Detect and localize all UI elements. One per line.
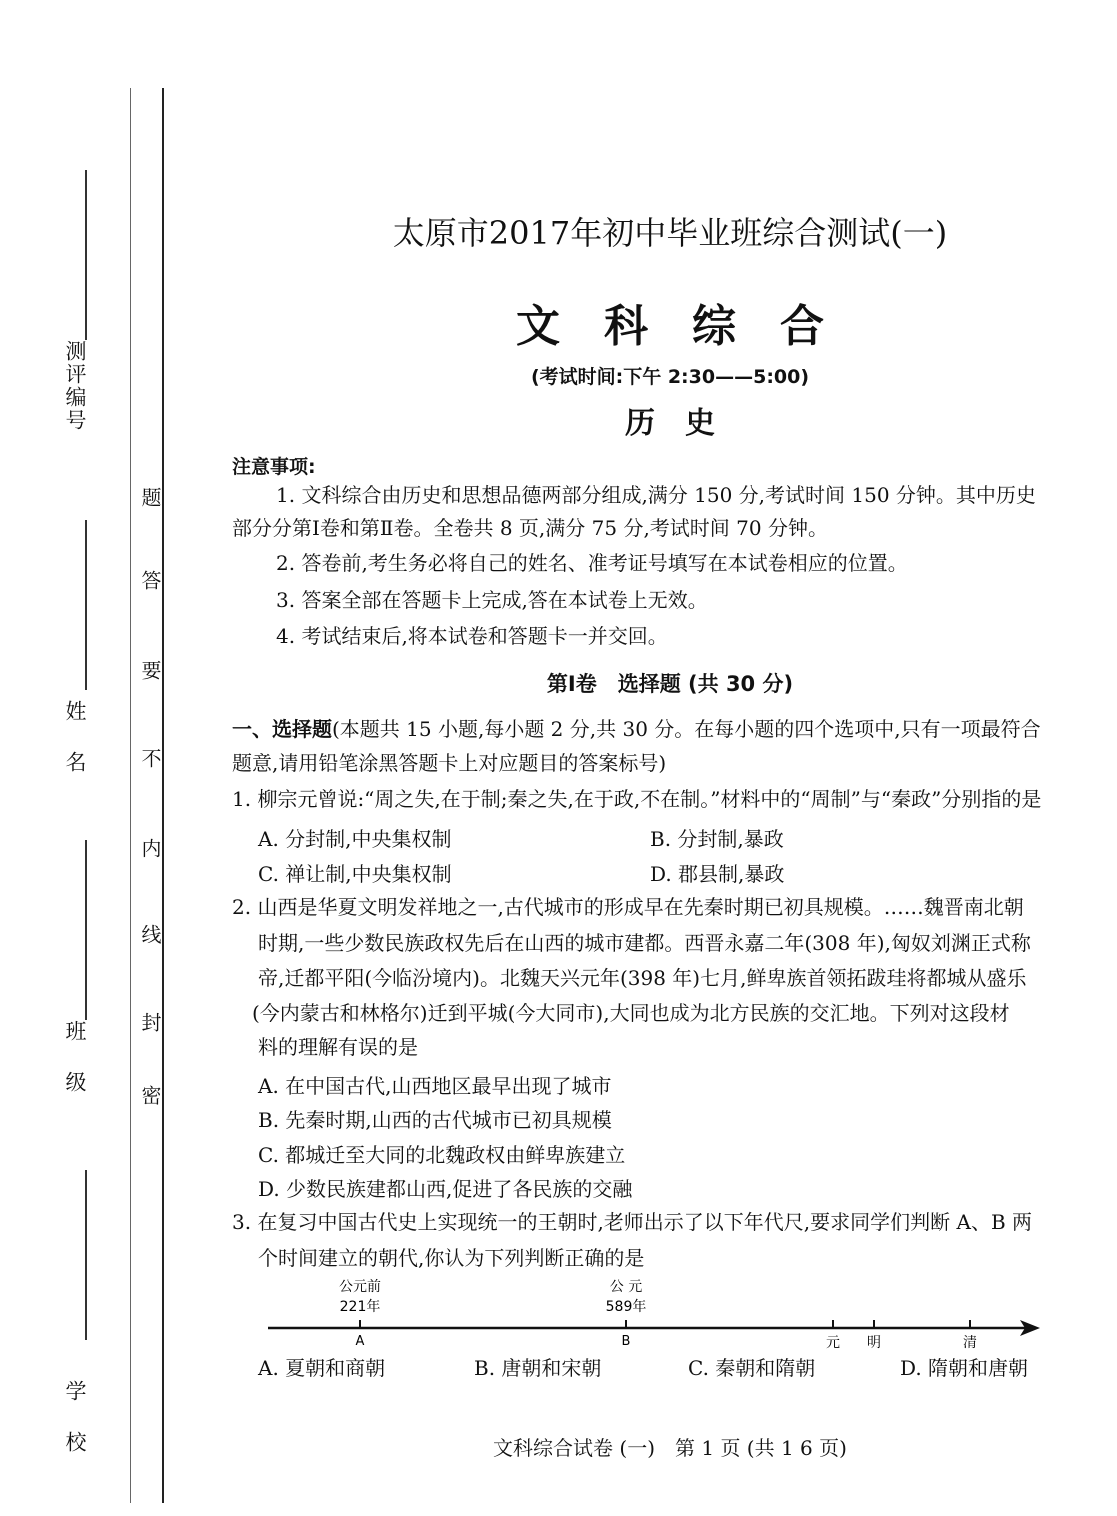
timeline-b-label: B (621, 1334, 631, 1349)
q2-option-a: A. 在中国古代,山西地区最早出现了城市 (258, 1074, 612, 1098)
review-no-underline (85, 170, 87, 340)
seal-char: 要 (138, 660, 162, 680)
q1-option-a: A. 分封制,中央集权制 (258, 827, 452, 851)
timeline-b-year: 589年 (605, 1299, 647, 1315)
timeline-a-label: A (355, 1334, 365, 1349)
q2-option-c: C. 都城迁至大同的北魏政权由鲜卑族建立 (258, 1143, 626, 1167)
notice-item-2: 2. 答卷前,考生务必将自己的姓名、准考证号填写在本试卷相应的位置。 (276, 551, 908, 575)
notice-item-4: 4. 考试结束后,将本试卷和答题卡一并交回。 (276, 624, 668, 648)
section-instruction-line-1 (232, 714, 1041, 744)
section-title: 第Ⅰ卷 选择题 (共 30 分) (546, 672, 794, 696)
q1-stem: 1. 柳宗元曾说:“周之失,在于制;秦之失,在于政,不在制。”材料中的“周制”与“秦政”分别指的是 (232, 787, 1042, 811)
timeline-qing: 清 (963, 1335, 977, 1351)
notice-item-1-line-1: 1. 文科综合由历史和思想品德两部分组成,满分 150 分,考试时间 150 分钟。其中历史 (276, 483, 1036, 507)
timeline-a-year: 221年 (339, 1299, 381, 1315)
q3-option-d: D. 隋朝和唐朝 (900, 1356, 1029, 1380)
section-instruction-text: (本题共 15 小题,每小题 2 分,共 30 分。在每小题的四个选项中,只有一项最符合 (332, 717, 1041, 741)
binding-outer-line (162, 88, 164, 1503)
seal-char: 答 (138, 570, 162, 590)
seal-char: 题 (138, 487, 162, 507)
q1-option-b: B. 分封制,暴政 (650, 827, 784, 851)
q3-line-1: 3. 在复习中国古代史上实现统一的王朝时,老师出示了以下年代尺,要求同学们判断 A、B 两 (232, 1210, 1033, 1234)
q3-option-b: B. 唐朝和宋朝 (474, 1356, 602, 1380)
notice-item-3: 3. 答案全部在答题卡上完成,答在本试卷上无效。 (276, 588, 708, 612)
q3-option-c: C. 秦朝和隋朝 (688, 1356, 816, 1380)
q1-option-d: D. 郡县制,暴政 (650, 862, 785, 886)
q2-line-4: (今内蒙古和林格尔)迁到平城(今大同市),大同也成为北方民族的交汇地。下列对这段材 (252, 1001, 1010, 1025)
timeline-a-top: 公元前 (339, 1279, 381, 1295)
class-underline (85, 840, 87, 1020)
subject-title: 文 科 综 合 (516, 301, 824, 352)
q1-option-c: C. 禅让制,中央集权制 (258, 862, 452, 886)
seal-char: 线 (138, 924, 162, 944)
page-footer: 文科综合试卷 (一) 第 1 页 (共 1 6 页) (493, 1436, 847, 1460)
review-no-label: 测评编号 (63, 340, 87, 432)
seal-char: 不 (138, 748, 162, 768)
q2-option-d: D. 少数民族建都山西,促进了各民族的交融 (258, 1177, 633, 1201)
section-instruction-line-2: 题意,请用铅笔涂黑答题卡上对应题目的答案标号) (232, 751, 667, 775)
notice-item-1-line-2: 部分分第Ⅰ卷和第Ⅱ卷。全卷共 8 页,满分 75 分,考试时间 70 分钟。 (232, 516, 828, 540)
school-label: 学校 (63, 1380, 87, 1482)
exam-title: 太原市2017年初中毕业班综合测试(一) (392, 214, 948, 252)
class-label: 班级 (63, 1020, 87, 1122)
q2-line-5: 料的理解有误的是 (258, 1035, 418, 1059)
seal-char: 密 (138, 1085, 162, 1105)
q2-line-1: 2. 山西是华夏文明发祥地之一,古代城市的形成早在先秦时期已初具规模。……魏晋南北朝 (232, 895, 1024, 919)
timeline-b-top: 公 元 (609, 1279, 643, 1295)
q2-line-2: 时期,一些少数民族政权先后在山西的城市建都。西晋永嘉二年(308 年),匈奴刘渊正式称 (258, 931, 1031, 955)
q3-option-a: A. 夏朝和商朝 (258, 1356, 386, 1380)
q2-option-b: B. 先秦时期,山西的古代城市已初具规模 (258, 1108, 612, 1132)
seal-char: 内 (138, 838, 162, 858)
name-underline (85, 520, 87, 690)
timeline-ruler (250, 1275, 1050, 1355)
notice-heading: 注意事项: (232, 456, 316, 478)
exam-time: (考试时间:下午 2:30——5:00) (530, 366, 810, 388)
q2-line-3: 帝,迁都平阳(今临汾境内)。北魏天兴元年(398 年)七月,鲜卑族首领拓跋珪将都城从盛乐 (258, 966, 1027, 990)
school-underline (85, 1170, 87, 1340)
binding-inner-line (130, 88, 131, 1503)
part-title: 历 史 (625, 406, 715, 441)
name-label: 姓名 (63, 700, 87, 802)
q3-line-2: 个时间建立的朝代,你认为下列判断正确的是 (258, 1246, 645, 1270)
timeline-ming: 明 (867, 1335, 881, 1351)
timeline-yuan: 元 (826, 1335, 840, 1351)
section-instruction-bold: 一、选择题 (232, 717, 332, 741)
seal-char: 封 (138, 1012, 162, 1032)
